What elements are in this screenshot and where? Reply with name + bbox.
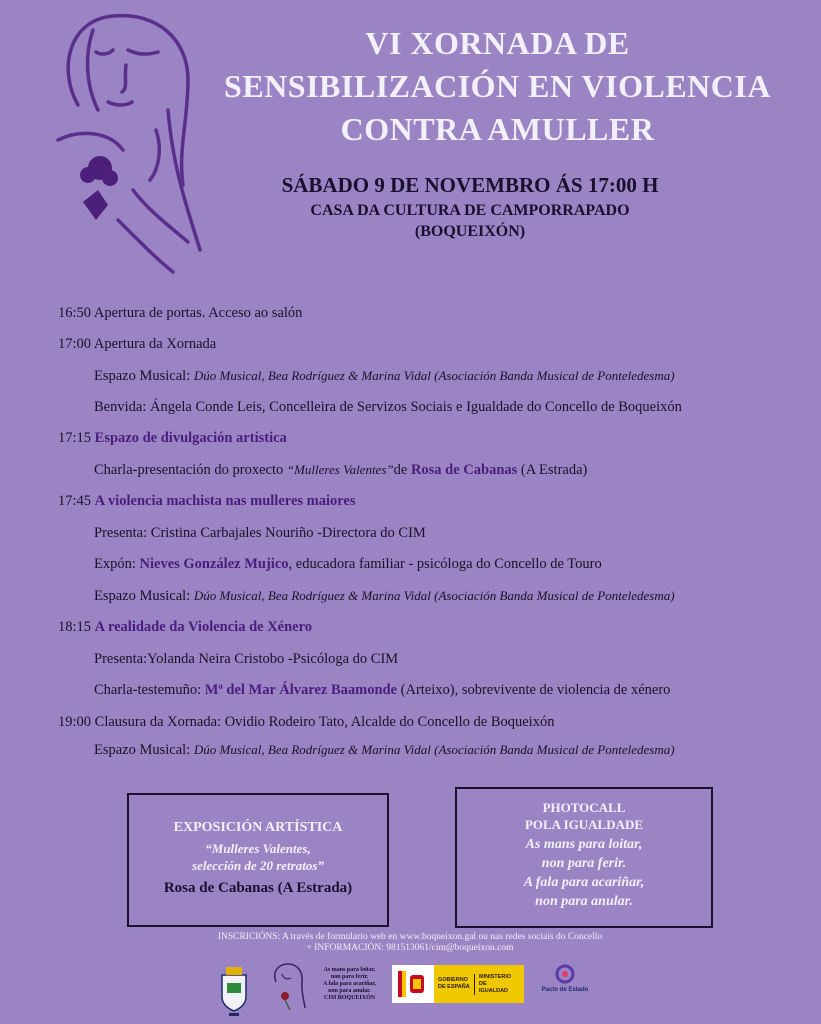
- event-date: SÁBADO 9 DE NOVEMBRO ÁS 17:00 H: [281, 173, 659, 197]
- photocall-line: non para anular.: [535, 894, 633, 909]
- gov-name: GOBIERNO DE ESPAÑA: [438, 977, 470, 990]
- photocall-heading-2: POLA IGUALDADE: [524, 817, 644, 832]
- program-item: 16:50 Apertura de portas. Acceso ao salón: [58, 305, 303, 321]
- exhibition-box: [127, 793, 389, 927]
- woman-logo-icon: [38, 10, 213, 285]
- ministry-name: MINISTERIO DE IGUALDAD: [474, 974, 515, 995]
- program-item: 17:45 A violencia machista nas mulleres maiores: [58, 493, 356, 509]
- pacto-estado-logo: [540, 963, 590, 1008]
- exhibition-author: Rosa de Cabanas (A Estrada): [163, 880, 353, 896]
- photocall-heading-1: PHOTOCALL: [542, 800, 626, 815]
- venue-line-2: (BOQUEIXÓN): [414, 223, 526, 240]
- program-item: 17:15 Espazo de divulgación artística: [58, 430, 287, 446]
- program-item: 17:00 Apertura da Xornada: [58, 336, 217, 352]
- pacto-label: Pacto de Estado: [541, 987, 589, 993]
- photocall-line: As mans para loitar,: [525, 837, 643, 852]
- title-line-3: CONTRA AMULLER: [340, 111, 655, 147]
- title-line-1: VI XORNADA DE: [365, 25, 630, 61]
- pacto-ring-icon: [554, 963, 576, 985]
- footer-contact: + INFORMACIÓN: 981513061/cim@boqueixon.com: [306, 943, 514, 953]
- program-item: Espazo Musical: Dúo Musical, Bea Rodríguez & Marina Vidal (Asociación Banda Musical de Ponteledesma): [94, 368, 675, 384]
- photocall-line: non para ferir.: [541, 856, 627, 871]
- event-venue: [250, 200, 690, 242]
- exhibition-heading: EXPOSICIÓN ARTÍSTICA: [173, 820, 343, 835]
- concello-crest-icon: [217, 963, 251, 1018]
- footer-registration: INSCRICIÓNS: A través de formulario web en www.boqueixon.gal ou nas redes sociais do Concello: [217, 932, 603, 942]
- program-item: Presenta: Cristina Carbajales Nouriño -Directora do CIM: [94, 525, 426, 541]
- program-item: 19:00 Clausura da Xornada: Ovidio Rodeiro Tato, Alcalde do Concello de Boqueixón: [58, 714, 555, 730]
- program-item: Benvida: Ángela Conde Leis, Concelleira de Servizos Sociais e Igualdade do Concello de Boqueixón: [94, 399, 682, 415]
- program-item: Charla-testemuño: Mª del Mar Álvarez Baamonde (Arteixo), sobrevivente de violencia de xénero: [94, 682, 671, 698]
- spain-crest-icon: [398, 971, 428, 997]
- program-item: Espazo Musical: Dúo Musical, Bea Rodríguez & Marina Vidal (Asociación Banda Musical de Ponteledesma): [94, 742, 675, 758]
- footer-info: [150, 932, 670, 954]
- exhibition-line-1: “Mulleres Valentes,: [205, 841, 311, 856]
- spain-flag-icon: [392, 965, 434, 1003]
- photocall-line: A fala para acariñar,: [523, 875, 645, 890]
- photocall-box: [455, 787, 713, 928]
- program-item: Espazo Musical: Dúo Musical, Bea Rodríguez & Marina Vidal (Asociación Banda Musical de Ponteledesma): [94, 588, 675, 604]
- cim-woman-logo-icon: [270, 962, 308, 1014]
- event-title: [205, 22, 790, 151]
- program-item: Charla-presentación do proxecto “Mulleres Valentes”de Rosa de Cabanas (A Estrada): [94, 462, 588, 478]
- government-logo: [392, 965, 524, 1003]
- program-item: 18:15 A realidade da Violencia de Xénero: [58, 619, 313, 635]
- program-item: Presenta:Yolanda Neira Cristobo -Psicóloga do CIM: [94, 651, 399, 667]
- program-item: Expón: Nieves González Mujico, educadora familiar - psicóloga do Concello de Touro: [94, 556, 602, 572]
- exhibition-line-2: selección de 20 retratos”: [192, 858, 324, 873]
- title-line-2: SENSIBILIZACIÓN EN VIOLENCIA: [224, 68, 771, 104]
- venue-line-1: CASA DA CULTURA DE CAMPORRAPADO: [310, 202, 630, 219]
- cim-slogan: As mans para loitar, non para ferir. A fala para acariñar, non para anular. CIM BOQUEIXÓN: [322, 967, 377, 1001]
